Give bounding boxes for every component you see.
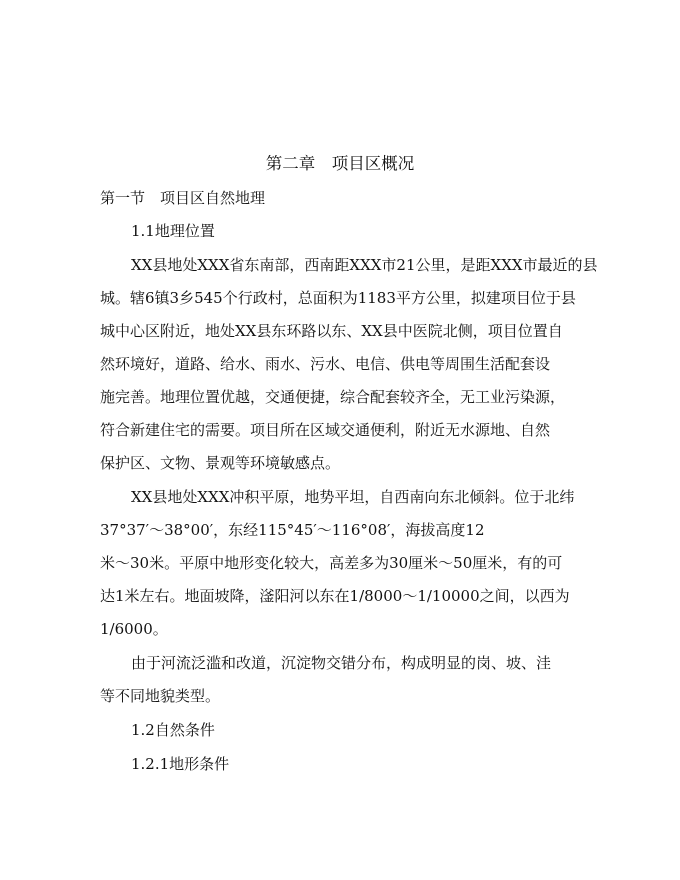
paragraph-1-line-4: 然环境好，道路、给水、雨水、污水、电信、供电等周围生活配套设 bbox=[100, 355, 551, 373]
paragraph-2-line-5: 1/6000。 bbox=[100, 620, 168, 638]
paragraph-2-line-4: 达1米左右。地面坡降，滏阳河以东在1/8000～1/10000之间，以西为 bbox=[100, 587, 570, 605]
chapter-title: 第二章 项目区概况 bbox=[265, 154, 415, 173]
paragraph-1-line-7: 保护区、文物、景观等环境敏感点。 bbox=[100, 454, 341, 472]
paragraph-2-line-2: 37°37′～38°00′，东经115°45′～116°08′，海拔高度12 bbox=[100, 521, 485, 539]
paragraph-1-line-3: 城中心区附近，地处XX县东环路以东、XX县中医院北侧，项目位置自 bbox=[100, 322, 563, 340]
section-title: 第一节 项目区自然地理 bbox=[100, 189, 266, 207]
paragraph-2-line-1: XX县地处XXX冲积平原，地势平坦，自西南向东北倾斜。位于北纬 bbox=[131, 488, 575, 506]
paragraph-2-line-3: 米～30米。平原中地形变化较大，高差多为30厘米～50厘米，有的可 bbox=[100, 554, 563, 572]
paragraph-1-line-6: 符合新建住宅的需要。项目所在区域交通便利，附近无水源地、自然 bbox=[100, 421, 551, 439]
paragraph-3-line-2: 等不同地貌类型。 bbox=[100, 687, 221, 705]
paragraph-3-line-1: 由于河流泛滥和改道，沉淀物交错分布，构成明显的岗、坡、洼 bbox=[131, 654, 552, 672]
subsection-heading-1-1: 1.1地理位置 bbox=[131, 222, 215, 240]
paragraph-1-line-2: 城。辖6镇3乡545个行政村，总面积为1183平方公里，拟建项目位于县 bbox=[100, 289, 576, 307]
subsection-heading-1-2-1: 1.2.1地形条件 bbox=[131, 755, 230, 773]
paragraph-1-line-1: XX县地处XXX省东南部，西南距XXX市21公里，是距XXX市最近的县 bbox=[131, 256, 598, 274]
subsection-heading-1-2: 1.2自然条件 bbox=[131, 721, 215, 739]
paragraph-1-line-5: 施完善。地理位置优越，交通便捷，综合配套较齐全，无工业污染源， bbox=[100, 388, 566, 406]
